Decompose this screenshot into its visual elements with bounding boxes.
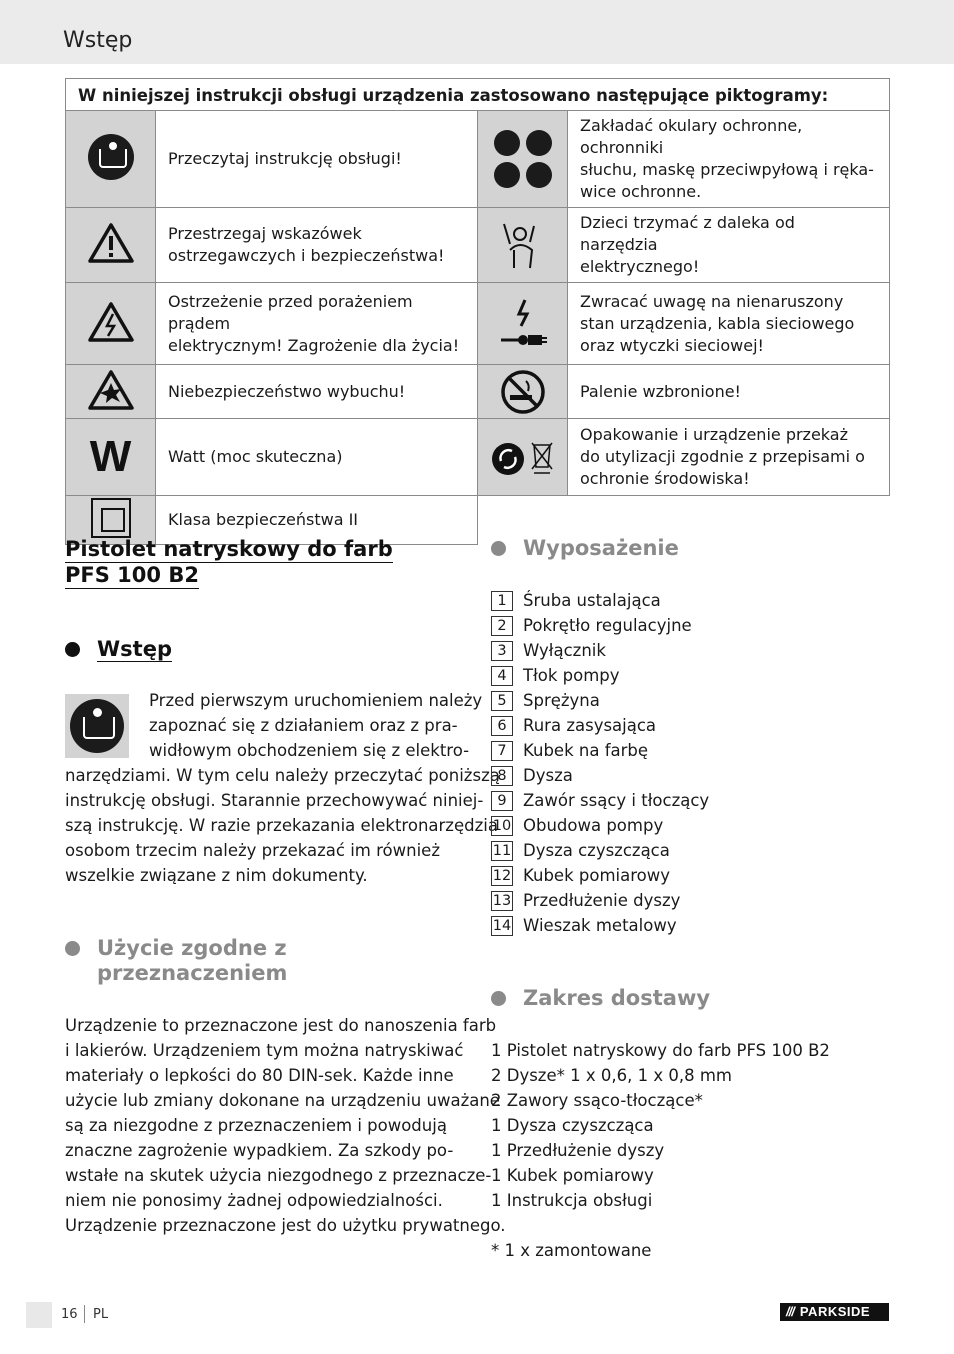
section-heading-delivery [491,986,710,1011]
list-item: 1 Pistolet natryskowy do farb PFS 100 B2 [491,1041,830,1060]
text-line: oraz wtyczki sieciowej! [580,335,764,355]
list-item [491,738,709,763]
warning-triangle-icon [87,222,135,264]
part-label: Rura zasysająca [523,716,657,735]
read-manual-icon [70,699,124,753]
part-number: 2 [491,616,513,636]
page-title: Wstęp [63,28,133,53]
intro-pictogram [65,694,129,758]
part-number: 13 [492,892,512,909]
text-line: Ostrzeżenie przed porażeniem prądem [168,291,413,333]
part-label: Zawór ssący i tłoczący [523,791,710,810]
text-line: słuchu, maskę przeciwpyłową i ręka- [580,160,874,179]
part-label: Sprężyna [523,691,600,710]
part-number: 10 [492,817,512,834]
footer-marker [26,1302,52,1328]
text-line: Urządzenie to przeznaczone jest do nanoszenia farb [65,1016,497,1035]
pictogram-cell [478,365,568,419]
intro-text [65,763,500,888]
text-line: niem nie ponosimy żadnej odpowiedzialności. [65,1191,443,1210]
part-number: 1 [491,591,513,611]
keep-children-away-icon [500,220,546,270]
part-number: 8 [491,766,513,786]
part-number: 6 [491,716,513,736]
pictogram-table [65,78,890,545]
list-item [491,763,709,788]
list-item [491,638,709,663]
part-label: Obudowa pompy [523,816,664,835]
text-line: i lakierów. Urządzeniem tym można natryskiwać [65,1041,464,1060]
product-title [65,537,393,589]
text-line: osobom trzecim należy przekazać im również [65,841,440,860]
pictogram-text [156,283,478,365]
brand-logo-slashes: /// [786,1304,794,1319]
brand-logo-text: PARKSIDE [799,1304,871,1319]
language-code: PL [93,1307,109,1322]
section-heading-text: Wstęp [97,637,172,661]
section-heading-text: Wyposażenie [523,536,679,560]
bullet-dot-icon [491,541,506,556]
text-line: Zwracać uwagę na nienaruszony [580,291,844,311]
part-number: 4 [491,666,513,686]
pictogram-cell [478,419,568,496]
part-label: Wieszak metalowy [523,916,677,935]
pictogram-text: Klasa bezpieczeństwa II [156,496,478,545]
list-item [491,588,709,613]
product-title-line: Pistolet natryskowy do farb [65,537,393,561]
text-line: Opakowanie i urządzenie przekaż [580,425,848,444]
part-label: Pokrętło regulacyjne [523,616,692,635]
text-line: są za niezgodne z przeznaczeniem i powodują [65,1116,447,1135]
section-heading-text: przeznaczeniem [97,961,288,985]
list-item [491,688,709,713]
pictogram-text [568,283,890,365]
list-item: 1 Instrukcja obsługi [491,1191,653,1210]
footnote: * 1 x zamontowane [491,1241,652,1260]
electric-shock-icon [87,301,135,343]
section-heading-intended-use [65,936,287,986]
text-line: stan urządzenia, kabla sieciowego [580,313,855,333]
text-line: szą instrukcję. W razie przekazania elektronarzędzia [65,816,498,835]
pictogram-text [568,419,890,496]
list-item: 1 Dysza czyszcząca [491,1116,654,1135]
part-label: Wyłącznik [523,641,606,660]
text-line: wszelkie związane z nim dokumenty. [65,866,368,885]
text-line: instrukcję obsługi. Starannie przechowywać niniej- [65,791,484,810]
section-heading-intro [65,637,172,662]
section-heading-text: Użycie zgodne z [97,936,287,960]
read-manual-icon [88,134,134,180]
bullet-dot-icon [65,941,80,956]
list-item [491,663,709,688]
list-item [491,813,709,838]
text-line: widłowym obchodzeniem się z elektro- [149,741,470,760]
part-label: Dysza [523,766,573,785]
explosion-icon [87,369,135,411]
text-line: Przestrzegaj wskazówek [168,224,362,243]
pictogram-cell [66,111,156,208]
footer-divider [84,1305,85,1323]
bullet-dot-icon [65,642,80,657]
delivery-list [491,1038,830,1263]
part-number: 7 [491,741,513,761]
list-item [491,838,709,863]
pictogram-text: Niebezpieczeństwo wybuchu! [156,365,478,419]
part-label: Dysza czyszcząca [523,841,670,860]
list-item: 1 Przedłużenie dyszy [491,1141,665,1160]
spacer [491,1213,830,1238]
pictogram-text [156,208,478,283]
pictogram-cell [66,365,156,419]
section-heading-equipment [491,536,679,561]
part-label: Kubek na farbę [523,741,649,760]
text-line: Zakładać okulary ochronne, ochronniki [580,116,803,157]
equipment-list [491,588,709,938]
protective-equipment-icon [494,130,552,188]
text-line: Urządzenie przeznaczone jest do użytku prywatnego. [65,1216,506,1235]
pictogram-cell [66,419,156,496]
pictogram-table-heading: W niniejszej instrukcji obsługi urządzenia zastosowano następujące piktogramy: [66,79,890,111]
text-line: wstałe na skutek użycia niezgodnego z przeznacze- [65,1166,492,1185]
pictogram-cell [478,111,568,208]
part-number: 5 [491,691,513,711]
check-cable-icon [497,296,549,352]
part-label: Przedłużenie dyszy [523,891,681,910]
text-line: znaczne zagrożenie wypadkiem. Za szkody po- [65,1141,454,1160]
product-model: PFS 100 B2 [65,563,199,587]
pictogram-text: Palenie wzbronione! [568,365,890,419]
intro-text-wrapped [149,688,482,763]
pictogram-cell [478,283,568,365]
text-line: ostrzegawczych i bezpieczeństwa! [168,246,445,265]
part-label: Śruba ustalająca [523,591,661,610]
list-item: 1 Kubek pomiarowy [491,1166,654,1185]
part-number: 12 [492,867,512,884]
text-line: do utylizacji zgodnie z przepisami o [580,447,865,466]
watt-icon: W [89,432,132,481]
protection-class-ii-icon [91,498,131,538]
part-number: 9 [491,791,513,811]
text-line: wice ochronne. [580,182,702,201]
list-item [491,613,709,638]
text-line: Przed pierwszym uruchomieniem należy [149,691,483,710]
text-line: Dzieci trzymać z daleka od narzędzia [580,213,795,254]
list-item: 2 Dysze* 1 x 0,6, 1 x 0,8 mm [491,1066,732,1085]
text-line: użycie lub zmiany dokonane na urządzeniu uważane [65,1091,500,1110]
part-number: 14 [492,917,512,934]
list-item [491,788,709,813]
text-line: narzędziami. W tym celu należy przeczytać poniższą [65,766,500,785]
part-label: Kubek pomiarowy [523,866,670,885]
part-number: 3 [491,641,513,661]
pictogram-cell [478,208,568,283]
bullet-dot-icon [491,991,506,1006]
recycling-icon [490,435,556,479]
page-number: 16 [61,1307,78,1322]
text-line: materiały o lepkości do 80 DIN-sek. Każde inne [65,1066,454,1085]
text-line: zapoznać się z działaniem oraz z pra- [149,716,458,735]
text-line: ochronie środowiska! [580,469,750,488]
pictogram-cell [66,208,156,283]
no-smoking-icon [500,369,546,415]
part-label: Tłok pompy [523,666,620,685]
intended-use-text [65,1013,506,1238]
section-heading-text: Zakres dostawy [523,986,711,1010]
pictogram-text: Watt (moc skuteczna) [156,419,478,496]
list-item: 2 Zawory ssąco-tłoczące* [491,1091,703,1110]
list-item [491,913,709,938]
list-item [491,888,709,913]
pictogram-cell [66,283,156,365]
brand-logo [780,1303,889,1321]
pictogram-text [568,208,890,283]
text-line: elektrycznym! Zagrożenie dla życia! [168,335,460,355]
pictogram-text: Przeczytaj instrukcję obsługi! [156,111,478,208]
header-band [0,0,954,64]
text-line: elektrycznego! [580,257,700,276]
part-number: 11 [492,842,512,859]
list-item [491,863,709,888]
list-item [491,713,709,738]
pictogram-text [568,111,890,208]
